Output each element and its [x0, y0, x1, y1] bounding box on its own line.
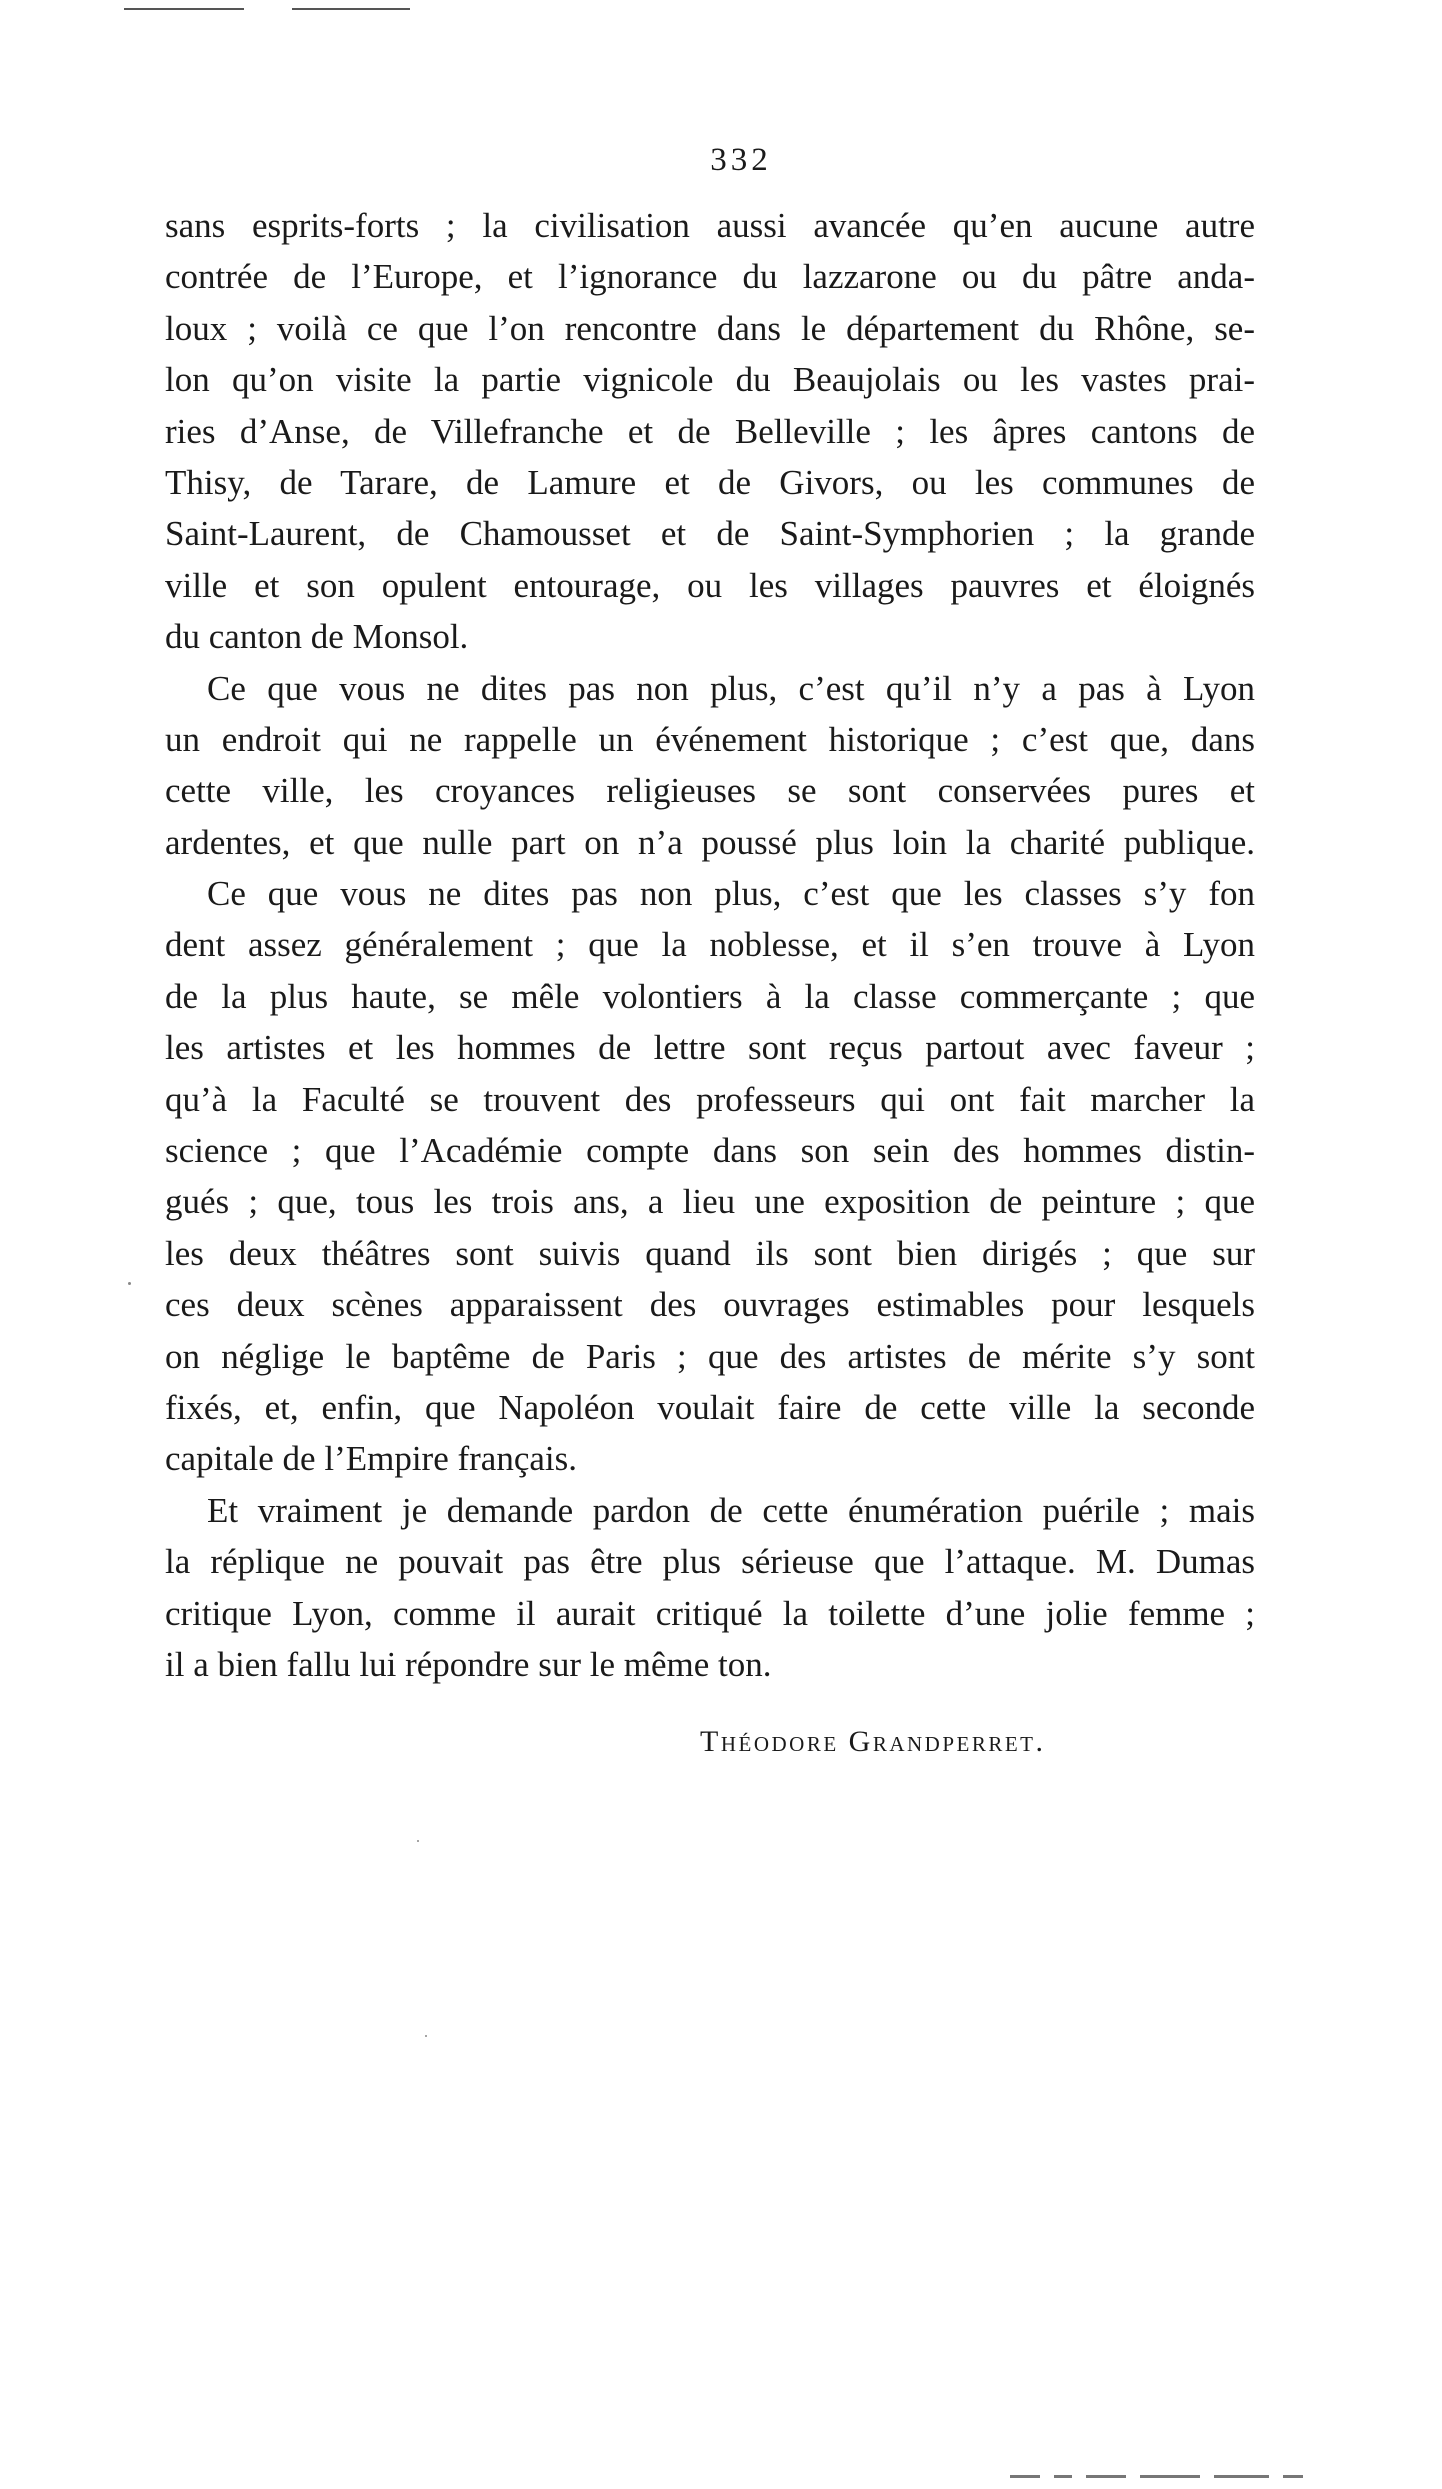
text-line: critique Lyon, comme il aurait critiqué la toilette d’une jolie femme ; — [165, 1593, 1255, 1633]
text-line: un endroit qui ne rappelle un événement historique ; c’est que, dans — [165, 719, 1255, 759]
text-line: dent assez généralement ; que la noblesse, et il s’en trouve à Lyon — [165, 925, 1255, 965]
text-line: loux ; voilà ce que l’on rencontre dans le département du Rhône, se- — [165, 308, 1255, 348]
text-line: la réplique ne pouvait pas être plus sérieuse que l’attaque. M. Dumas — [165, 1542, 1255, 1582]
edge-mark — [1283, 2475, 1303, 2478]
text-line: ries d’Anse, de Villefranche et de Belleville ; les âpres cantons de — [165, 411, 1255, 451]
edge-mark — [1086, 2475, 1126, 2478]
edge-mark — [1054, 2475, 1072, 2478]
text-line: fixés, et, enfin, que Napoléon voulait faire de cette ville la seconde — [165, 1387, 1255, 1427]
page-number: 332 — [710, 142, 772, 178]
edge-mark — [1214, 2475, 1269, 2478]
text-line: contrée de l’Europe, et l’ignorance du lazzarone ou du pâtre anda- — [165, 257, 1255, 297]
edge-mark — [1140, 2475, 1200, 2478]
bottom-edge-marks — [1010, 2475, 1303, 2478]
text-line: les deux théâtres sont suivis quand ils sont bien dirigés ; que sur — [165, 1233, 1255, 1273]
author-signature: Théodore Grandperret. — [700, 1725, 1046, 1759]
text-line: Ce que vous ne dites pas non plus, c’est qu’il n’y a pas à Lyon — [207, 668, 1255, 708]
paragraph — [165, 663, 1255, 869]
text-line: ces deux scènes apparaissent des ouvrages estimables pour lesquels — [165, 1285, 1255, 1325]
text-line: du canton de Monsol. — [165, 617, 469, 657]
text-line: sans esprits-forts ; la civilisation aussi avancée qu’en aucune autre — [165, 206, 1255, 245]
text-line: Et vraiment je demande pardon de cette énumération puérile ; mais — [207, 1490, 1255, 1530]
text-line: il a bien fallu lui répondre sur le même ton. — [165, 1644, 772, 1684]
scan-speck — [425, 2035, 427, 2037]
text-line: Ce que vous ne dites pas non plus, c’est que les classes s’y fon — [207, 874, 1255, 914]
text-line: Saint-Laurent, de Chamousset et de Saint-Symphorien ; la grande — [165, 514, 1255, 554]
text-line: lon qu’on visite la partie vignicole du Beaujolais ou les vastes prai- — [165, 360, 1255, 400]
text-line: cette ville, les croyances religieuses se sont conservées pures et — [165, 771, 1255, 811]
scan-speck — [417, 1840, 419, 1842]
text-line: science ; que l’Académie compte dans son sein des hommes distin- — [165, 1131, 1255, 1171]
edge-mark — [1010, 2475, 1040, 2478]
scan-speck — [128, 1282, 131, 1285]
text-line: Thisy, de Tarare, de Lamure et de Givors, ou les communes de — [165, 462, 1255, 502]
text-line: de la plus haute, se mêle volontiers à la classe commerçante ; que — [165, 976, 1255, 1016]
text-line: ardentes, et que nulle part on n’a poussé plus loin la charité publique. — [165, 822, 1255, 862]
paragraph — [165, 200, 1255, 663]
body-text — [165, 200, 1255, 1762]
text-line: capitale de l’Empire français. — [165, 1439, 578, 1479]
text-line: gués ; que, tous les trois ans, a lieu une exposition de peinture ; que — [165, 1182, 1255, 1222]
text-line: on néglige le baptême de Paris ; que des artistes de mérite s’y sont — [165, 1336, 1255, 1376]
paragraph — [165, 868, 1255, 1485]
top-rule — [124, 8, 244, 10]
paragraph — [165, 1485, 1255, 1691]
top-rule — [292, 8, 410, 10]
text-line: ville et son opulent entourage, ou les villages pauvres et éloignés — [165, 565, 1255, 605]
text-line: qu’à la Faculté se trouvent des professeurs qui ont fait marcher la — [165, 1079, 1255, 1119]
text-line: les artistes et les hommes de lettre sont reçus partout avec faveur ; — [165, 1028, 1255, 1068]
